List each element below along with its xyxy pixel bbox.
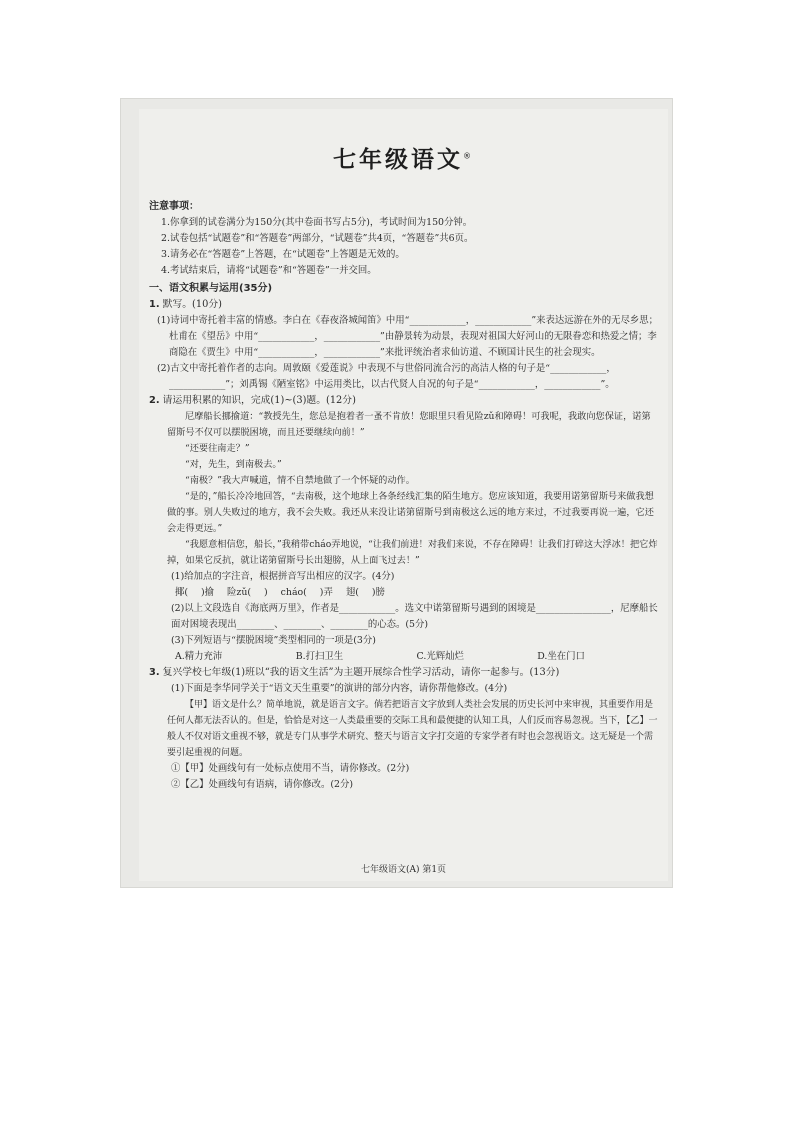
question-2-sub-3: (3)下列短语与“摆脱困境”类型相同的一项是(3分) [171,635,376,646]
option-d: D.坐在门口 [537,651,585,662]
passage-paragraph: “还要往南走？” [185,443,250,454]
notice-heading: 注意事项： [149,201,199,212]
passage-paragraph: 尼摩船长挪揄道：“教授先生，您总是抱着者一蚤不肯放！您眼里只看见险zǔ和障碍！可我呢，我敢向您保证，诺第留斯号不仅可以摆脱困境，而且还要继续向前！” [167,411,651,438]
section-heading: 一、语文积累与运用(35分) [149,283,273,294]
question-1-part-2: (2)古文中寄托着作者的志向。周敦颐《爱莲说》中表现不与世俗同流合污的高洁人格的句子是“____________，____________”；刘禹锡《陋室铭》中运用类比，以古代贤人自况的句子是“____________，____________”。 [157,363,616,390]
option-c: C.光辉灿烂 [416,651,464,662]
passage-paragraph: “对，先生，到南极去。” [185,459,282,470]
question-2-sub-2: (2)以上文段选自《海底两万里》，作者是____________。选文中诺第留斯号遇到的困境是________________，尼摩船长面对困境表现出________、________、________的心态。(5分) [171,603,658,630]
page-footer: 七年级语文(A) 第1页 [360,865,447,875]
question-3-item-2: ②【乙】处画线句有语病，请你修改。(2分) [171,779,354,790]
passage-paragraph: “是的，”船长冷冷地回答，“去南极，这个地球上各条经线汇集的陌生地方。您应该知道，我要用诺第留斯号来做我想做的事。别人失败过的地方，我不会失败。我还从来没让诺第留斯号到南极这么远的地方来过，不过我要再说一遍，它还会走得更远。” [167,491,654,534]
question-1-part-1: (1)诗词中寄托着丰富的情感。李白在《春夜洛城闻笛》中用“____________，____________”来表达远游在外的无尽乡思；杜甫在《望岳》中用“____________，____________”由静景转为动景，表现对祖国大好河山的无限眷恋和热爱之情；李商隐在《贾生》中用“____________，____________”来批评统治者求仙访道、不顾国计民生的社会现实。 [157,315,658,358]
notice-item: 4.考试结束后，请将“试题卷”和“答题卷”一并交回。 [161,265,377,276]
option-b: B.打扫卫生 [295,651,344,662]
question-3-title: 3. 复兴学校七年级(1)班以“我的语文生活”为主题开展综合性学习活动，请你一起参与。(13分) [149,667,560,678]
notice-item: 3.请务必在“答题卷”上答题，在“试题卷”上答题是无效的。 [161,249,405,260]
exam-title: 七年级语文® [333,147,474,173]
notice-item: 1.你拿到的试卷满分为150分(其中卷面书写占5分)，考试时间为150分钟。 [161,217,473,228]
scanned-page-photo [120,98,673,888]
question-2-sub-1: (1)给加点的字注音，根据拼音写出相应的汉字。(4分) [171,571,395,582]
notice-item: 2.试卷包括“试题卷”和“答题卷”两部分，“试题卷”共4页，“答题卷”共6页。 [161,233,474,244]
exam-content [149,199,658,793]
answer-options [149,649,658,665]
speech-excerpt: 【甲】语文是什么？简单地说，就是语言文字。倘若把语言文字放到人类社会发展的历史长河中来审视，其重要作用是任何人都无法否认的。但是，恰恰是对这一人类最重要的交际工具和最便捷的认知工具，人们反而容易忽视。当下，【乙】一般人不仅对语文重视不够，就是专门从事学术研究、整天与语言文字打交道的专家学者有时也会忽视语文。这无疑是一个需要引起重视的问题。 [167,700,658,758]
option-a: A.精力充沛 [175,651,223,662]
question-2-title: 2. 请运用积累的知识，完成(1)~(3)题。(12分) [149,395,356,406]
question-1-title: 1. 默写。(10分) [149,299,222,310]
passage-paragraph: “南极？”我大声喊道，情不自禁地做了一个怀疑的动作。 [185,475,415,486]
exam-paper [139,109,668,881]
registered-mark: ® [463,151,474,161]
passage-paragraph: “我愿意相信您，船长，”我稍带cháo弄地说，“让我们前进！对我们来说，不存在障碍！让我们打碎这大浮冰！把它炸掉，如果它反抗，就让诺第留斯号长出翅膀，从上面飞过去！” [167,539,658,566]
pinyin-blanks: 揶( )揄 险zǔ( ) cháo( )弄 翅( )膀 [175,587,385,598]
question-3-item-1: ①【甲】处画线句有一处标点使用不当，请你修改。(2分) [171,763,410,774]
question-3-sub-1: (1)下面是李华同学关于“语文天生重要”的演讲的部分内容，请你帮他修改。(4分) [171,683,508,694]
